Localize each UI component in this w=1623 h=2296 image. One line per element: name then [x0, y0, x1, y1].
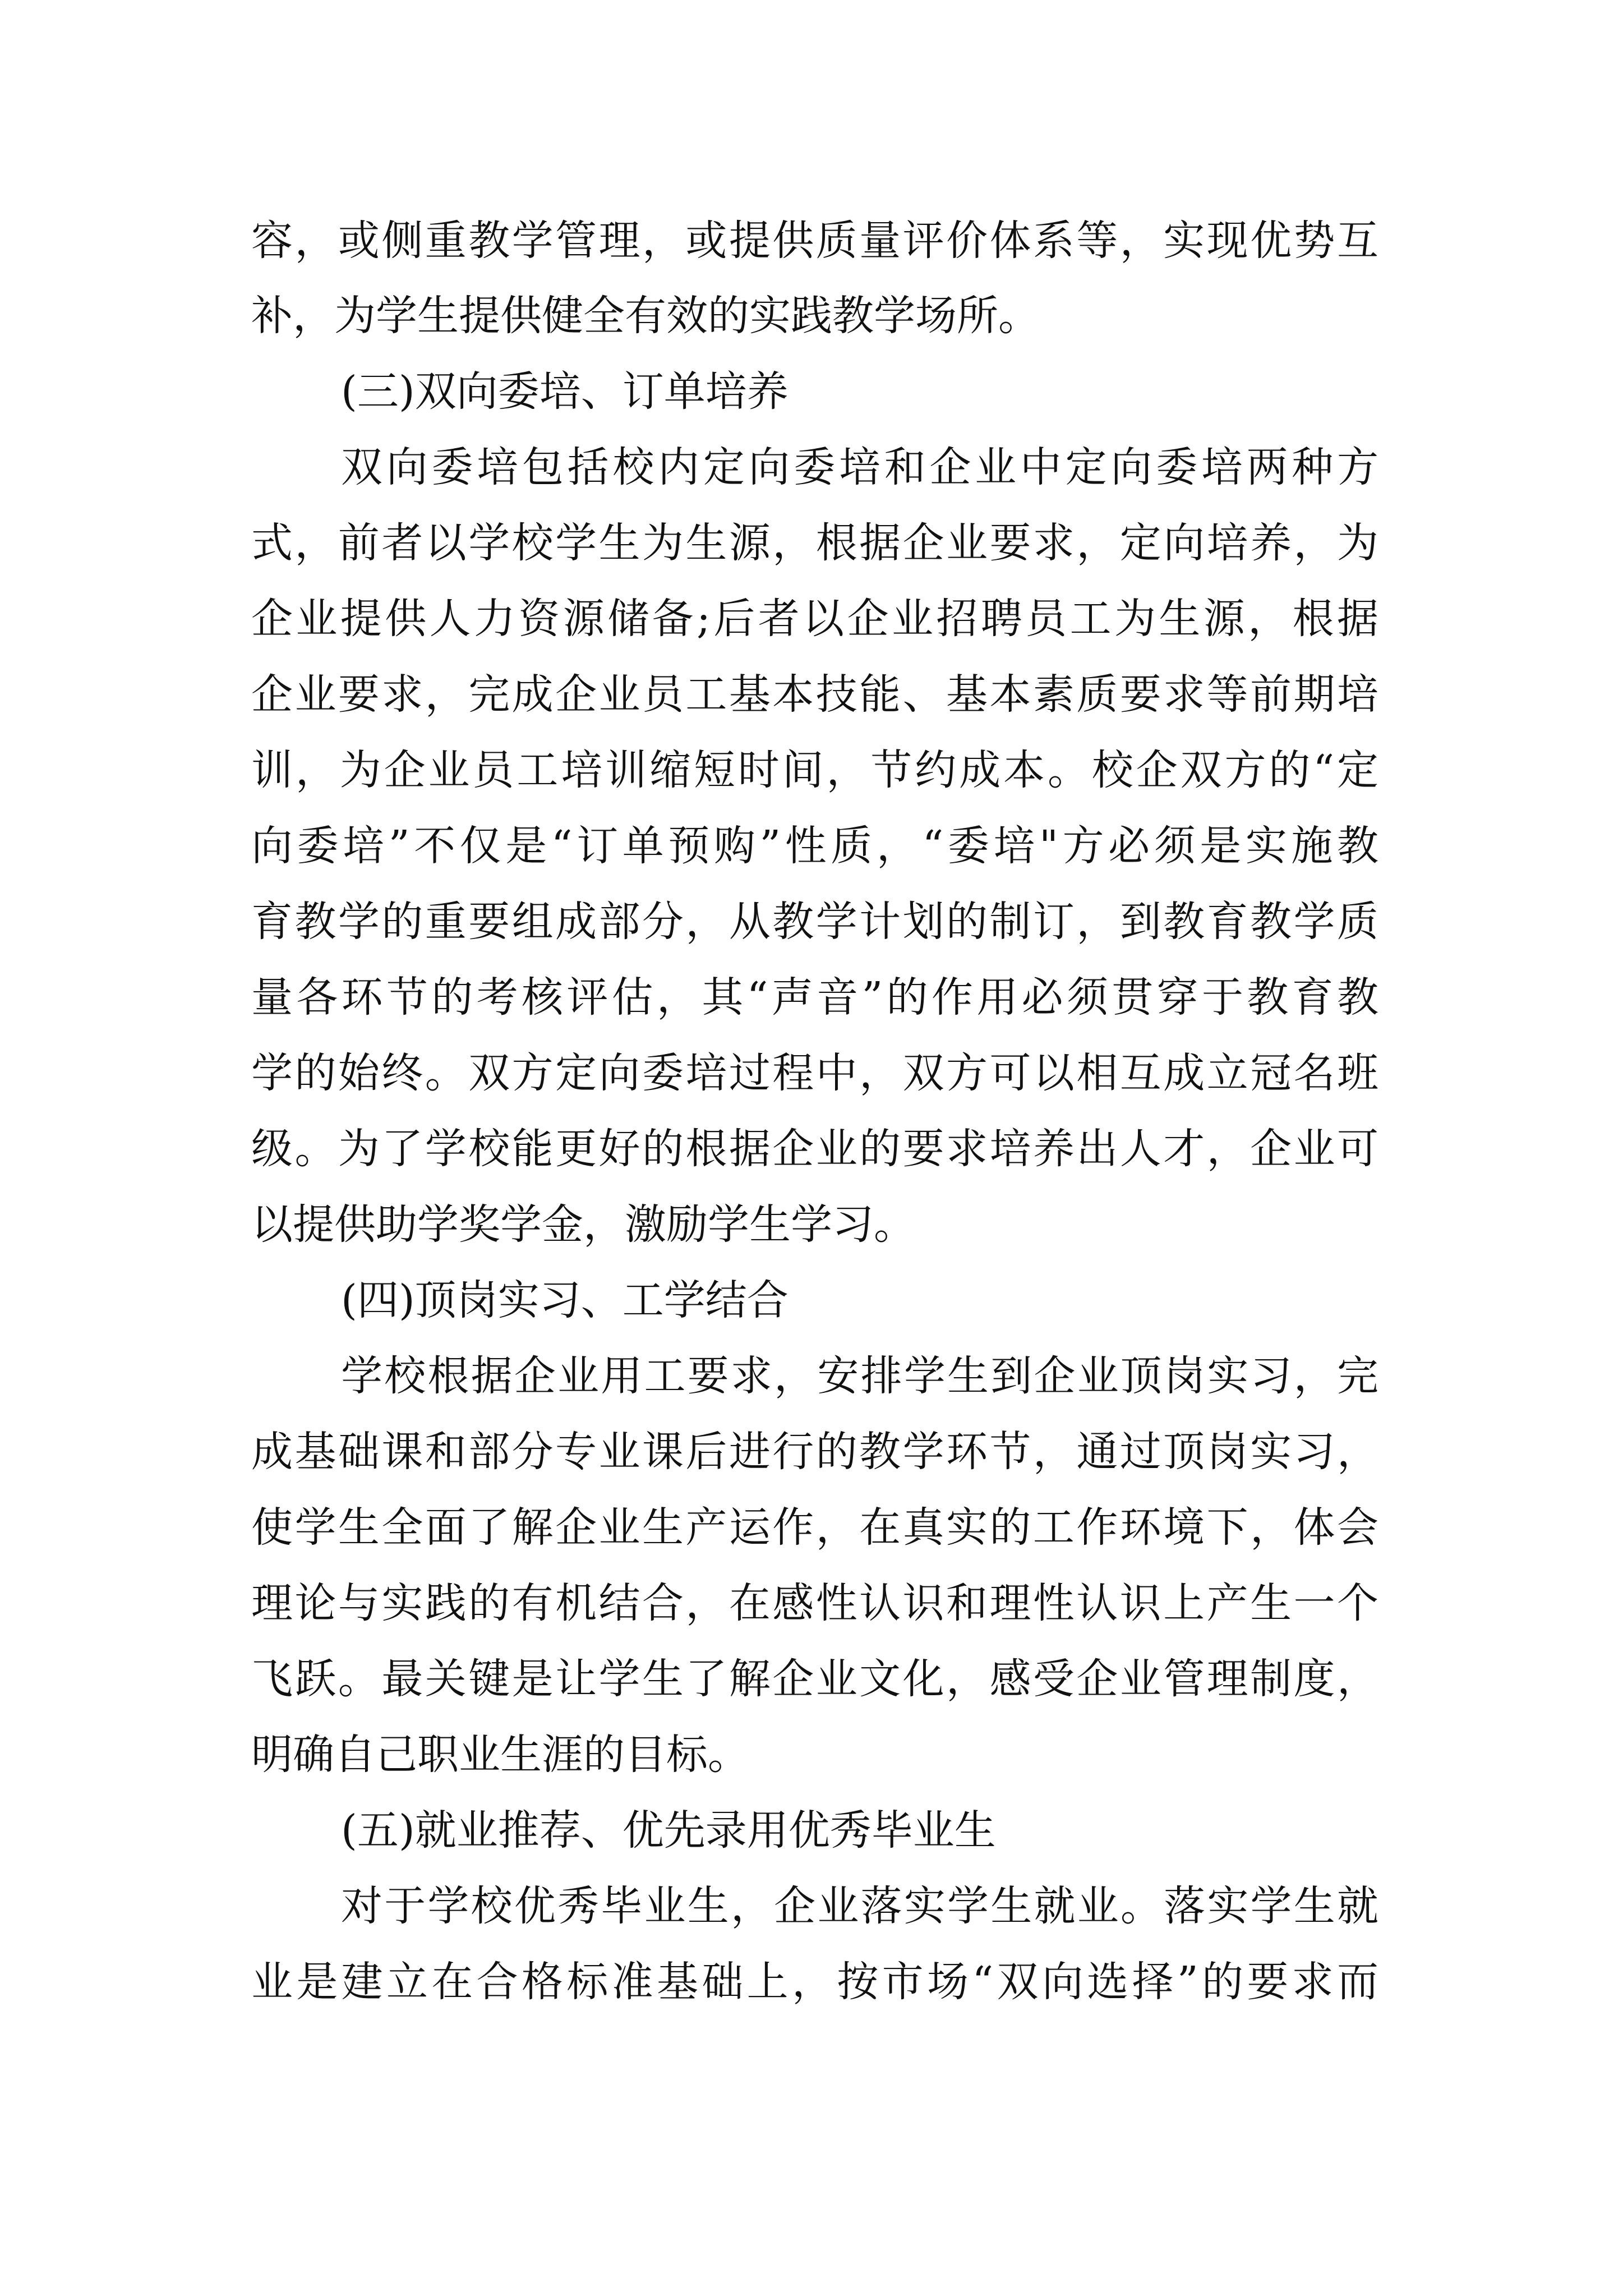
section-heading-4: (四)顶岗实习、工学结合 [341, 1276, 789, 1324]
paragraph-2-line-2: 式，前者以学校学生为生源，根据企业要求，定向培养，为 [251, 519, 1378, 567]
section-heading-5: (五)就业推荐、优先录用优秀毕业生 [341, 1806, 996, 1855]
paragraph-4-line-2: 业是建立在合格标准基础上，按市场“双向选择”的要求而 [251, 1958, 1378, 2006]
paragraph-2-line-7: 育教学的重要组成部分，从教学计划的制订，到教育教学质 [251, 898, 1378, 946]
paragraph-3-line-4: 理论与实践的有机结合，在感性认识和理性认识上产生一个 [251, 1579, 1378, 1627]
paragraph-3-line-2: 成基础课和部分专业课后进行的教学环节，通过顶岗实习， [251, 1428, 1378, 1476]
paragraph-3-line-3: 使学生全面了解企业生产运作，在真实的工作环境下，体会 [251, 1503, 1378, 1552]
paragraph-2-line-5: 训，为企业员工培训缩短时间，节约成本。校企双方的“定 [251, 746, 1378, 794]
paragraph-3-line-1: 学校根据企业用工要求，安排学生到企业顶岗实习，完 [341, 1352, 1378, 1400]
paragraph-2-line-3: 企业提供人力资源储备;后者以企业招聘员工为生源，根据 [251, 595, 1378, 643]
paragraph-1-line-1: 容，或侧重教学管理，或提供质量评价体系等，实现优势互 [251, 217, 1378, 265]
paragraph-2-line-8: 量各环节的考核评估，其“声音”的作用必须贯穿于教育教 [251, 973, 1378, 1022]
section-heading-3: (三)双向委培、订单培养 [341, 367, 789, 416]
paragraph-2-line-10: 级。为了学校能更好的根据企业的要求培养出人才，企业可 [251, 1125, 1378, 1173]
paragraph-2-line-1: 双向委培包括校内定向委培和企业中定向委培两种方 [341, 443, 1378, 491]
paragraph-2-line-4: 企业要求，完成企业员工基本技能、基本素质要求等前期培 [251, 670, 1378, 719]
paragraph-1-line-2: 补，为学生提供健全有效的实践教学场所。 [251, 292, 1040, 340]
paragraph-4-line-1: 对于学校优秀毕业生，企业落实学生就业。落实学生就 [341, 1882, 1378, 1930]
paragraph-2-line-6: 向委培”不仅是“订单预购”性质，“委培"方必须是实施教 [251, 822, 1378, 870]
paragraph-2-line-9: 学的始终。双方定向委培过程中，双方可以相互成立冠名班 [251, 1049, 1378, 1097]
paragraph-3-line-5: 飞跃。最关键是让学生了解企业文化，感受企业管理制度， [251, 1655, 1378, 1703]
paragraph-2-line-11: 以提供助学奖学金，激励学生学习。 [251, 1200, 915, 1249]
paragraph-3-line-6: 明确自己职业生涯的目标。 [251, 1731, 749, 1779]
